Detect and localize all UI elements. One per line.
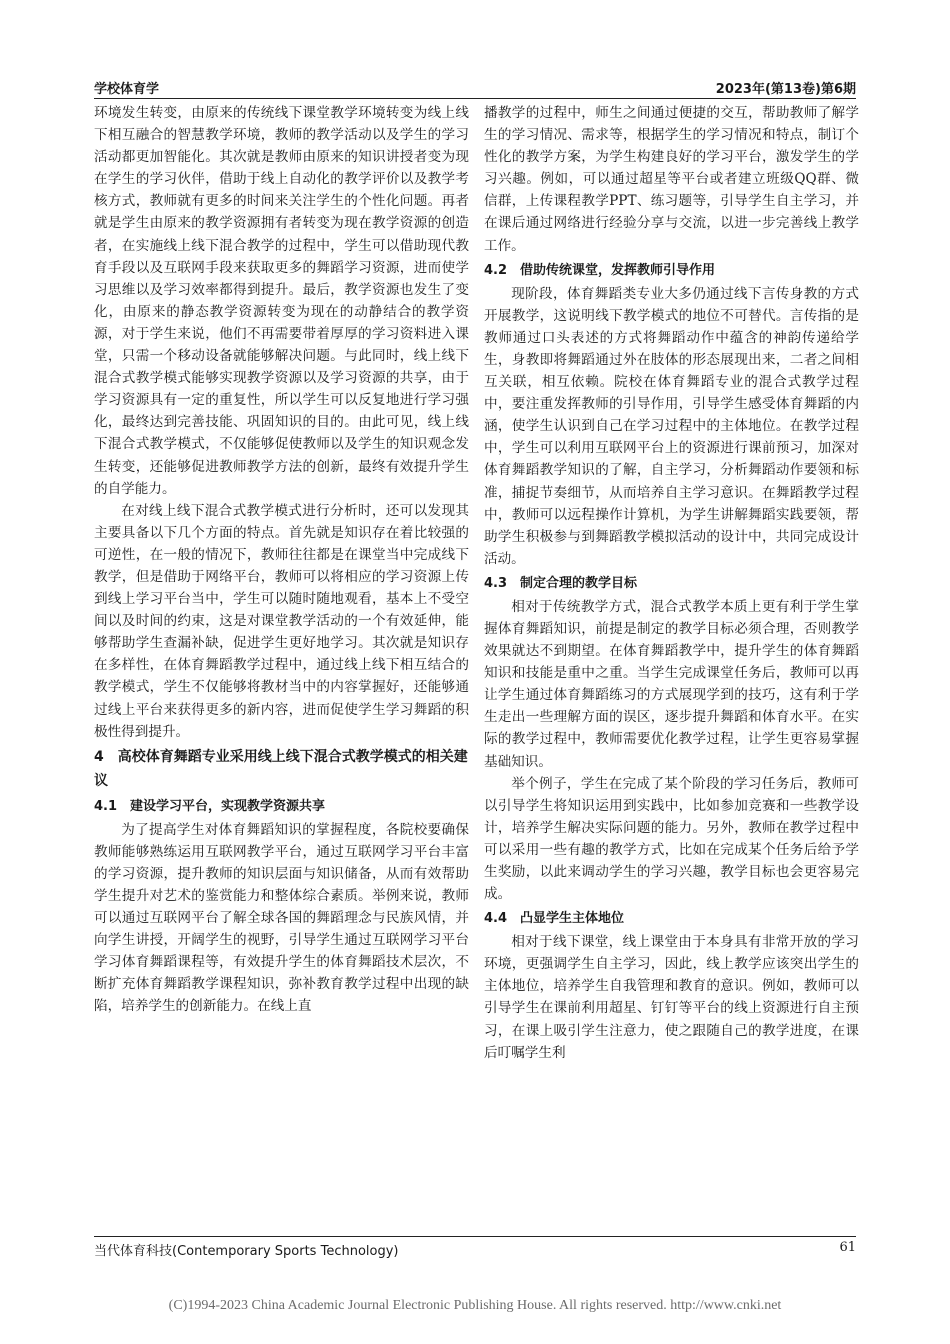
section-heading-4: 4 高校体育舞蹈专业采用线上线下混合式教学模式的相关建议 xyxy=(94,748,468,789)
paragraph: 为了提高学生对体育舞蹈知识的掌握程度，各院校要确保教师能够熟练运用互联网教学平台，通过互联网学习平台丰富的学习资源，提升教师的知识层面与知识储备，从而有效帮助学生提升对艺术的鉴赏能力和整体综合素质。举例来说，教师可以通过互联网平台了解全球各国的舞蹈理念与民族风情，并向学生讲授，开阔学生的视野，引导学生通过互联网学习平台学习体育舞蹈课程等，有效提升学生的体育舞蹈技术层次，不断扩充体育舞蹈教学课程知识，弥补教育教学过程中出现的缺陷，培养学生的创新能力。在线上直 xyxy=(94,821,469,1015)
paragraph: 播教学的过程中，师生之间通过便捷的交互，帮助教师了解学生的学习情况、需求等，根据学生的学习情况和特点，制订个性化的教学方案，为学生构建良好的学习平台，激发学生的学习兴趣。例如，可以通过超星等平台或者建立班级QQ群、微信群，上传课程教学PPT、练习题等，引导学生自主学习，并在课后通过网络进行经验分享与交流，以进一步完善线上教学工作。 xyxy=(484,105,859,254)
subsection-heading-4-2: 4.2 借助传统课堂，发挥教师引导作用 xyxy=(484,262,716,278)
footer-journal: 当代体育科技(Contemporary Sports Technology) xyxy=(94,1244,399,1259)
header-rule xyxy=(94,98,856,99)
paragraph: 在对线上线下混合式教学模式进行分析时，还可以发现其主要具备以下几个方面的特点。首先就是知识存在着比较强的可逆性，在一般的情况下，教师往往都是在课堂当中完成线下教学，但是借助于网络平台，教师可以将相应的学习资源上传到线上学习平台当中，学生可以随时随地观看，基本上不受空间以及时间的约束，这是对课堂教学活动的一个有效延伸，能够帮助学生查漏补缺，促进学生更好地学习。其次就是知识存在多样性，在体育舞蹈教学过程中，通过线上线下相互结合的教学模式，学生不仅能够将教材当中的内容掌握好，还能够通过线上平台来获得更多的新内容，进而促使学生学习舞蹈的积极性得到提升。 xyxy=(94,502,469,740)
left-column xyxy=(94,102,469,1018)
footer-rule xyxy=(94,1236,856,1237)
issue-info: 2023年(第13卷)第6期 xyxy=(715,82,856,97)
subsection-heading-4-4: 4.4 凸显学生主体地位 xyxy=(484,911,625,927)
running-footer xyxy=(94,1240,856,1260)
right-column xyxy=(484,102,859,1064)
paragraph: 相对于传统教学方式，混合式教学本质上更有利于学生掌握体育舞蹈知识，前提是制定的教学目标必须合理，否则教学效果就达不到期望。在体育舞蹈教学中，提升学生的体育舞蹈知识和技能是重中之重。当学生完成课堂任务后，教师可以再让学生通过体育舞蹈练习的方式展现学到的技巧，这有利于学生走出一些理解方面的误区，逐步提升舞蹈和体育水平。在实际的教学过程中，教师需要优化教学过程，让学生更容易掌握基础知识。 xyxy=(484,598,859,770)
paragraph: 环境发生转变，由原来的传统线下课堂教学环境转变为线上线下相互融合的智慧教学环境，教师的教学活动以及学生的学习活动都更加智能化。其次就是教师由原来的知识讲授者变为现在学生的学习伙伴，借助于线上自动化的教学评价以及教学考核方式，教师就有更多的时间来关注学生的个性化问题。再者就是学生由原来的教学资源拥有者转变为现在教学资源的创造者，在实施线上线下混合教学的过程中，学生可以借助现代教育手段以及互联网手段来获取更多的舞蹈学习资源，进而使学习思维以及学习效率都得到提升。最后，教学资源也发生了变化，由原来的静态教学资源转变为现在的动静结合的教学资源，对于学生来说，他们不再需要带着厚厚的学习资料进入课堂，只需一个移动设备就能够解决问题。与此同时，线上线下混合式教学模式能够实现教学资源以及学习资源的共享，由于学习资源具有一定的重复性，所以学生可以反复地进行学习强化，最终达到完善技能、巩固知识的目的。由此可见，线上线下混合式教学模式，不仅能够促使教师以及学生的知识观念发生转变，还能够促进教师教学方法的创新，最终有效提升学生的自学能力。 xyxy=(94,105,469,497)
copyright-line: (C)1994-2023 China Academic Journal Electronic Publishing House. All rights reserved. http://www.cnki.net xyxy=(168,1298,782,1313)
running-header xyxy=(94,78,856,98)
page-number: 61 xyxy=(839,1240,856,1255)
paragraph: 现阶段，体育舞蹈类专业大多仍通过线下言传身教的方式开展教学，这说明线下教学模式的地位不可替代。言传指的是教师通过口头表述的方式将舞蹈动作中蕴含的神韵传递给学生，身教即将舞蹈通过外在肢体的形态展现出来，二者之间相互关联，相互依赖。院校在体育舞蹈专业的混合式教学过程中，要注重发挥教师的引导作用，引导学生感受体育舞蹈的内涵，使学生认识到自己在学习过程中的主体地位。在教学过程中，学生可以利用互联网平台上的资源进行课前预习，加深对体育舞蹈教学知识的了解，自主学习，分析舞蹈动作要领和标准，捕捉节奏细节，从而培养自主学习意识。在舞蹈教学过程中，教师可以远程操作计算机，为学生讲解舞蹈实践要领，帮助学生积极参与到舞蹈教学模拟活动的设计中，共同完成设计活动。 xyxy=(484,285,859,567)
paragraph: 相对于线下课堂，线上课堂由于本身具有非常开放的学习环境，更强调学生自主学习，因此，线上教学应该突出学生的主体地位，培养学生自我管理和教育的意识。例如，教师可以引导学生在课前利用超星、钉钉等平台的线上资源进行自主预习，在课上吸引学生注意力，使之跟随自己的教学进度，在课后叮嘱学生利 xyxy=(484,934,859,1061)
subsection-heading-4-1: 4.1 建设学习平台，实现教学资源共享 xyxy=(94,798,326,814)
journal-name: 学校体育学 xyxy=(94,82,160,97)
subsection-heading-4-3: 4.3 制定合理的教学目标 xyxy=(484,575,638,591)
paragraph: 举个例子，学生在完成了某个阶段的学习任务后，教师可以引导学生将知识运用到实践中，比如参加竞赛和一些教学设计，培养学生解决实际问题的能力。另外，教师在教学过程中可以采用一些有趣的教学方式，比如在完成某个任务后给予学生奖励，以此来调动学生的学习兴趣，教学目标也会更容易完成。 xyxy=(484,775,859,903)
